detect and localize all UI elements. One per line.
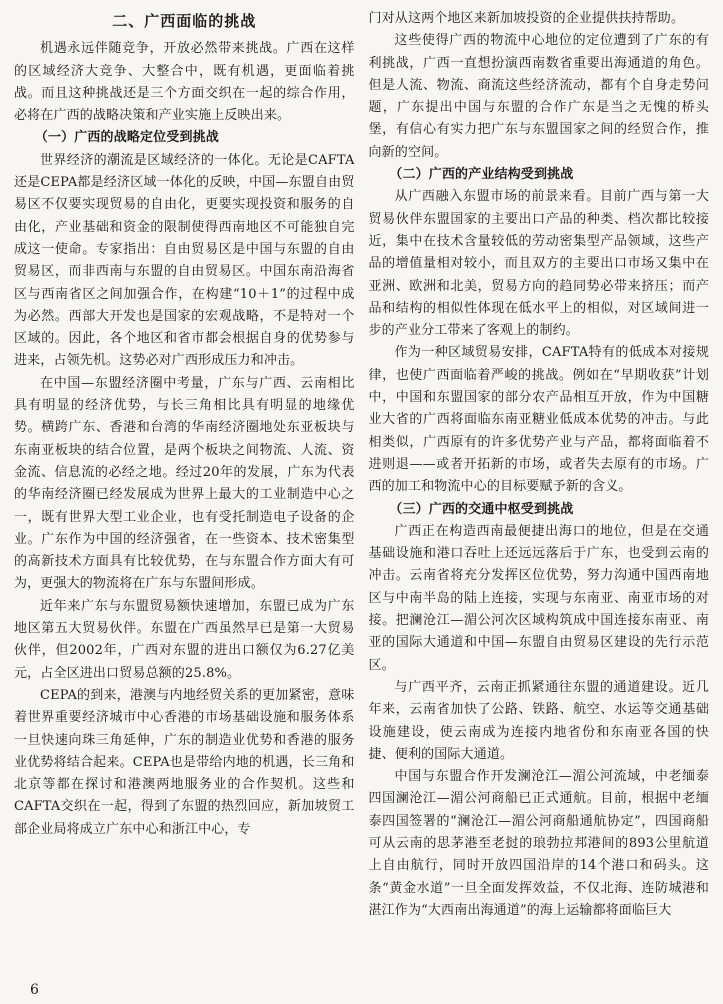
continued-paragraph: 门对从这两个地区来新加坡投资的企业提供扶持帮助。 bbox=[368, 11, 685, 26]
paragraph: 从广西融入东盟市场的前景来看。目前广西与第一大贸易伙伴东盟国家的主要出口产品的种类、档次都比较接近，集中在技术含量较低的劳动密集型产品领域，这些产品的增值量相对较小，而且双方的主要出口市场又集中在亚洲、欧洲和北美，贸易方向的趋同势必带来挤压；而产品和结构的相似性体现在低水平上的相似，对区域间进一步的产业分工带来了客观上的制约。 bbox=[368, 189, 709, 339]
intro-paragraph: 机遇永远伴随竞争，开放必然带来挑战。广西在这样的区域经济大竞争、大整合中，既有机遇，更面临着挑战。而且这种挑战还是三个方面交织在一起的综合作用，必将在广西的战略决策和产业实施上反映出来。 bbox=[14, 41, 355, 124]
paragraph: 广西正在构造西南最便捷出海口的地位，但是在交通基础设施和港口吞吐上还远远落后于广东，也受到云南的冲击。云南省将充分发挥区位优势，努力沟通中国西南地区与中南半岛的陆上连接，实现与东南亚、南亚市场的对接。把澜沧江—湄公河次区域构筑成中国连接东南亚、南亚的国际大通道和中国—东盟自由贸易区建设的先行示范区。 bbox=[368, 523, 709, 673]
page-number: 6 bbox=[30, 982, 39, 998]
paragraph: 在中国—东盟经济圈中考量，广东与广西、云南相比具有明显的经济优势，与长三角相比具有明显的地缘优势。横跨广东、香港和台湾的华南经济圈地处东亚板块与东南亚板块的结合位置，是两个板块之间物流、人流、资金流、信息流的必经之地。经过20年的发展，广东为代表的华南经济圈已经发展成为世界上最大的工业制造中心之一，既有世界大型工业企业，也有受托制造电子设备的企业。广东作为中国的经济强省，在一些资本、技术密集型的高新技术方面具有比较优势，在与东盟合作方面大有可为，更强大的物流将在广东与东盟间形成。 bbox=[14, 375, 355, 592]
subheading-strategic-position: （一）广西的战略定位受到挑战 bbox=[34, 130, 219, 146]
subheading-industry-structure: （二）广西的产业结构受到挑战 bbox=[389, 167, 574, 183]
right-column bbox=[369, 8, 710, 986]
paragraph: 这些使得广西的物流中心地位的定位遭到了广东的有利挑战，广西一直想扮演西南数省重要出海通道的角色。但是人流、物流、商流这些经济流动，都有个自身走势问题，广东提出中国与东盟的合作广东是当之无愧的桥头堡，有信心有实力把广东与东盟国家之间的经贸合作，推向新的空间。 bbox=[368, 33, 709, 160]
subheading-transport-hub: （三）广西的交通中枢受到挑战 bbox=[389, 501, 574, 517]
paragraph: 近年来广东与东盟贸易额快速增加，东盟已成为广东地区第五大贸易伙伴。东盟在广西虽然早已是第一大贸易伙伴，但2002年，广西对东盟的进出口额仅为6.27亿美元，占全区进出口贸易总额的25.8%。 bbox=[14, 598, 355, 681]
paragraph: CEPA的到来，港澳与内地经贸关系的更加紧密，意味着世界重要经济城市中心香港的市场基础设施和服务体系一旦快速向珠三角延伸，广东的制造业优势和香港的服务业优势将结合起来。CEPA也是带给内地的机遇，长三角和北京等都在探讨和港澳两地服务业的合作契机。这些和CAFTA交织在一起，得到了东盟的热烈回应，新加坡贸工部企业局将成立广东中心和浙江中心，专 bbox=[14, 687, 355, 837]
left-column bbox=[14, 8, 355, 986]
paragraph: 世界经济的潮流是区域经济的一体化。无论是CAFTA还是CEPA都是经济区域一体化的反映，中国—东盟自由贸易区不仅要实现贸易的自由化，更要实现投资和服务的自由化，产业基础和资金的限制使得西南地区不可能独自完成这一使命。专家指出：自由贸易区是中国与东盟的自由贸易区，而非西南与东盟的自由贸易区。中国东南沿海省区与西南省区之间加强合作，在构建“10＋1”的过程中成为必然。西部大开发也是国家的宏观战略，不是特对一个区域的。因此，各个地区和省市都会根据自身的优势参与进来，占领先机。这势必对广西形成压力和冲击。 bbox=[14, 152, 355, 369]
paragraph: 作为一种区域贸易安排，CAFTA特有的低成本对接规律，也使广西面临着严峻的挑战。例如在“早期收获”计划中，中国和东盟国家的部分农产品相互开放，作为中国糖业大省的广西将面临东南亚糖业低成本优势的冲击。与此相类似，广西原有的许多优势产业与产品，都将面临着不进则退——或者开拓新的市场，或者失去原有的市场。广西的加工和物流中心的目标要赋予新的含义。 bbox=[368, 345, 709, 495]
section-title: 二、广西面临的挑战 bbox=[112, 12, 257, 30]
two-column-body bbox=[14, 8, 709, 986]
paragraph: 与广西平齐，云南正抓紧通往东盟的通道建设。近几年来，云南省加快了公路、铁路、航空、水运等交通基础设施建设，使云南成为连接内地省份和东南亚各国的快捷、便利的国际大通道。 bbox=[368, 679, 709, 762]
paragraph: 中国与东盟合作开发澜沧江—湄公河流域，中老缅泰四国澜沧江—湄公河商船已正式通航。目前，根据中老缅泰四国签署的“澜沧江—湄公河商船通航协定”，四国商船可从云南的思茅港至老挝的琅勃拉邦港间的893公里航道上自由航行，同时开放四国沿岸的14个港口和码头。这条“黄金水道”一旦全面发挥效益，不仅北海、连防城港和湛江作为“大西南出海通道”的海上运输都将面临巨大 bbox=[368, 769, 709, 918]
